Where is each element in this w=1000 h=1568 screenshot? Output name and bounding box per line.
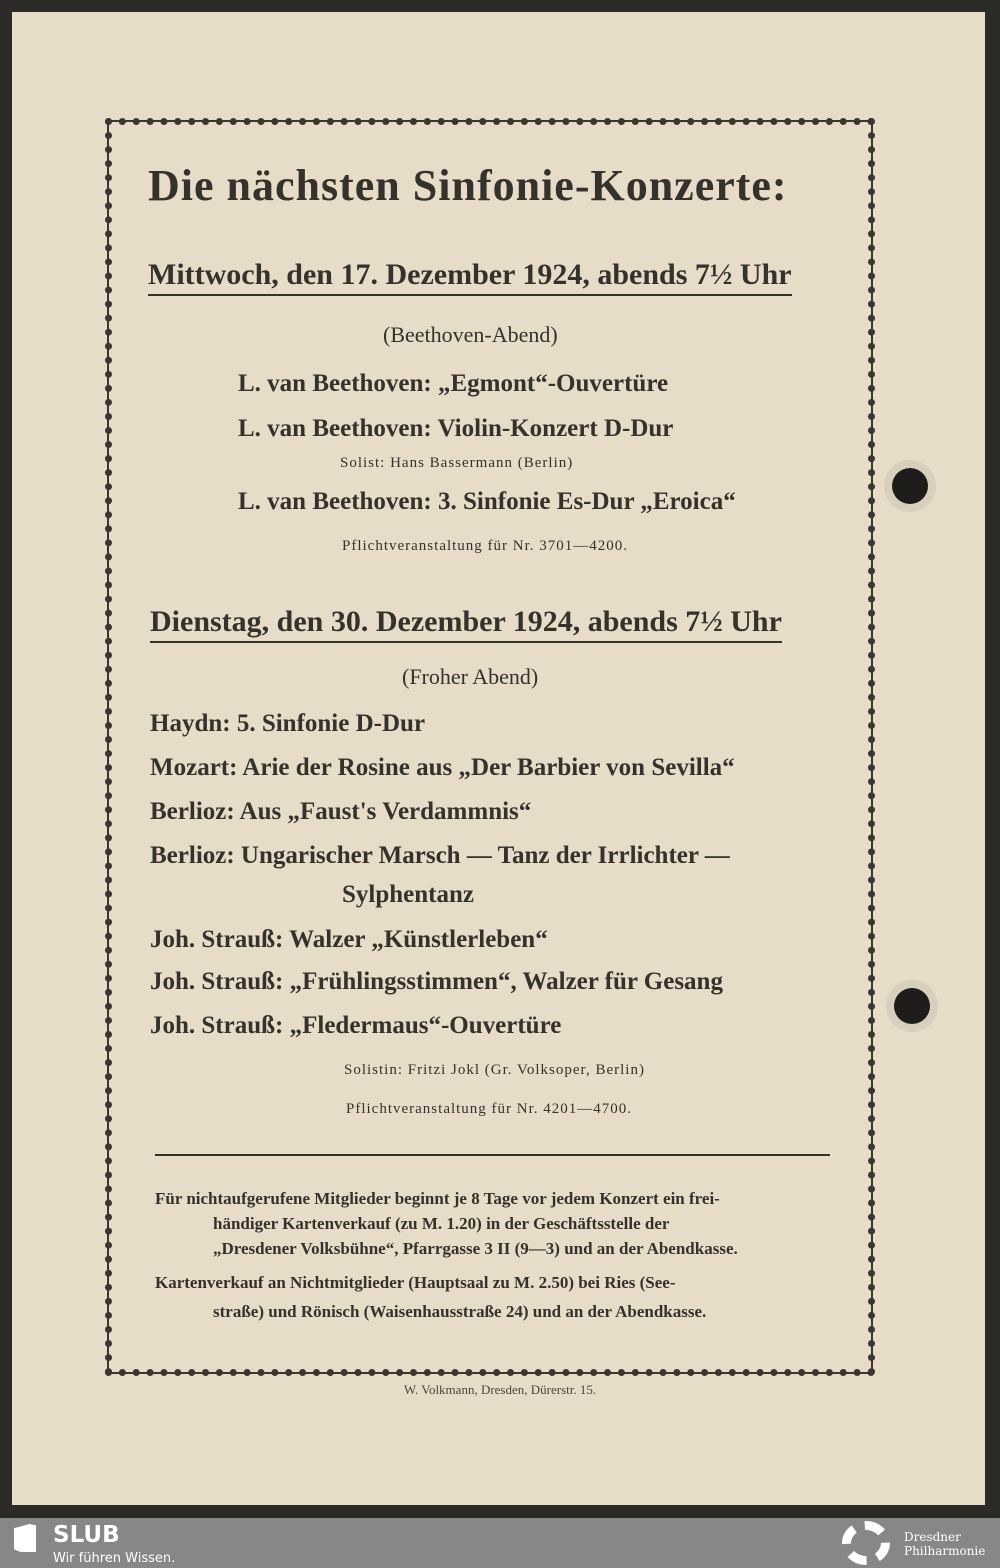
- program-item: Joh. Strauß: Walzer „Künstlerleben“: [150, 926, 548, 953]
- program-item: Berlioz: Aus „Faust's Verdammnis“: [150, 798, 532, 825]
- info-line: „Dresdener Volksbühne“, Pfarrgasse 3 II (9—3) und an der Abendkasse.: [213, 1239, 738, 1258]
- punch-hole: [894, 988, 930, 1024]
- printer-imprint: W. Volkmann, Dresden, Dürerstr. 15.: [403, 1382, 597, 1397]
- obligation-note: Pflichtveranstaltung für Nr. 3701—4200.: [342, 538, 629, 554]
- program-item: Haydn: 5. Sinfonie D-Dur: [150, 710, 426, 737]
- philharmonie-line2: Philharmonie: [904, 1544, 986, 1558]
- slub-logo-icon: [14, 1524, 36, 1552]
- concert-date: Dienstag, den 30. Dezember 1924, abends 7½ Uhr: [150, 605, 782, 643]
- program-item: Joh. Strauß: „Fledermaus“-Ouvertüre: [150, 1012, 562, 1039]
- divider: [155, 1154, 830, 1156]
- footer-bar: [0, 1518, 1000, 1568]
- program-item: L. van Beethoven: „Egmont“-Ouvertüre: [238, 370, 669, 397]
- program-item: L. van Beethoven: Violin-Konzert D-Dur: [238, 415, 674, 442]
- concert-date: Mittwoch, den 17. Dezember 1924, abends 7½ Uhr: [148, 258, 792, 296]
- info-line: straße) und Rönisch (Waisenhausstraße 24) und an der Abendkasse.: [213, 1302, 707, 1321]
- slub-tagline: Wir führen Wissen.: [53, 1551, 176, 1566]
- philharmonie-line1: Dresdner: [904, 1530, 961, 1544]
- concert-subtitle: (Froher Abend): [402, 664, 539, 689]
- philharmonie-logo-text: [904, 1530, 985, 1558]
- info-line: Kartenverkauf an Nichtmitglieder (Hauptsaal zu M. 2.50) bei Ries (See-: [155, 1273, 676, 1292]
- program-item: Joh. Strauß: „Frühlingsstimmen“, Walzer für Gesang: [150, 968, 723, 995]
- soloist: Solistin: Fritzi Jokl (Gr. Volksoper, Berlin): [344, 1062, 645, 1078]
- punch-hole: [892, 468, 928, 504]
- slub-logo-text: SLUB: [53, 1522, 120, 1548]
- program-item: Mozart: Arie der Rosine aus „Der Barbier von Sevilla“: [150, 754, 735, 781]
- philharmonie-logo-icon: [842, 1521, 890, 1565]
- program-item: L. van Beethoven: 3. Sinfonie Es-Dur „Eroica“: [238, 488, 736, 515]
- obligation-note: Pflichtveranstaltung für Nr. 4201—4700.: [346, 1101, 633, 1117]
- info-line: Für nichtaufgerufene Mitglieder beginnt je 8 Tage vor jedem Konzert ein frei-: [155, 1189, 720, 1208]
- concert-subtitle: (Beethoven-Abend): [383, 322, 558, 347]
- info-line: händiger Kartenverkauf (zu M. 1.20) in der Geschäftsstelle der: [213, 1214, 670, 1233]
- soloist: Solist: Hans Bassermann (Berlin): [340, 455, 574, 471]
- program-item: Berlioz: Ungarischer Marsch — Tanz der Irrlichter —: [150, 842, 730, 869]
- page-title: Die nächsten Sinfonie-Konzerte:: [148, 161, 788, 210]
- program-item: Sylphentanz: [342, 881, 474, 908]
